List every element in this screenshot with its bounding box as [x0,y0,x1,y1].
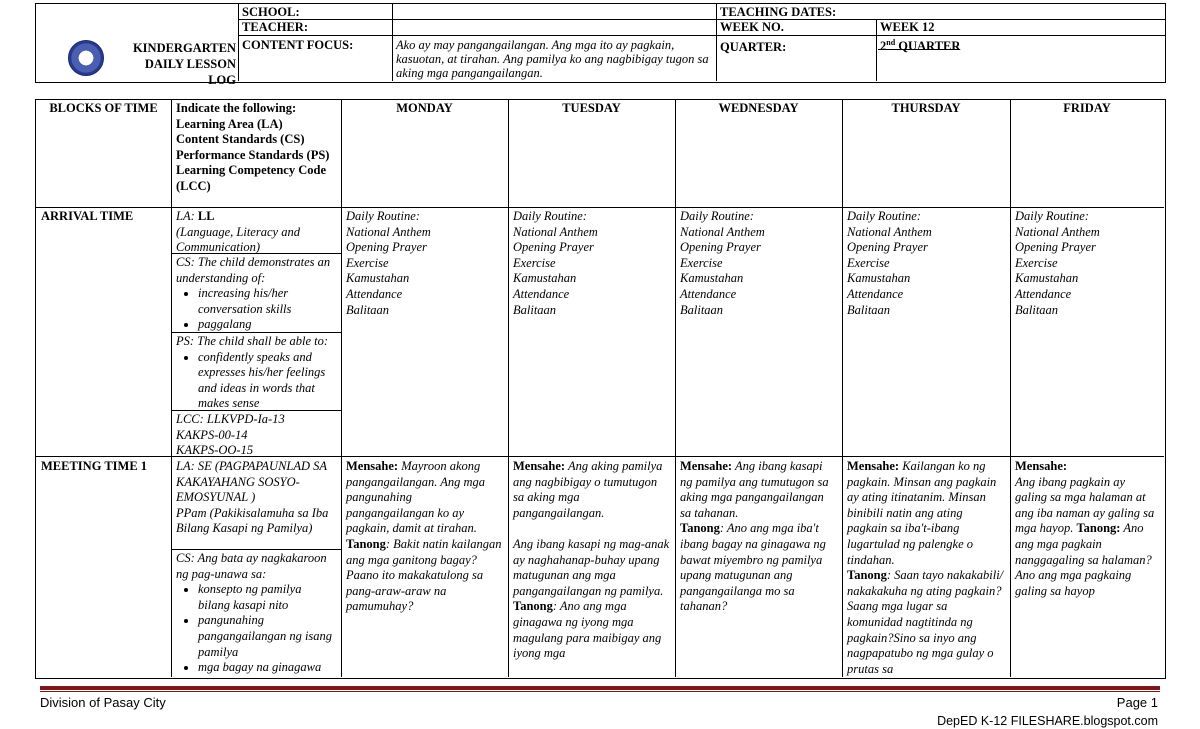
list-item: • pangunahing pangangailangan ng isang pamilya [198,613,336,660]
content-focus-value: Ako ay may pangangailangan. Ang mga ito ay pagkain, kasuotan, at tirahan. Ang pamilya ko ang nagbibigay tugon sa aking mga pangangailangan. [396,38,709,80]
list-item: • mga bagay na ginagawa [198,660,336,676]
col-tuesday: TUESDAY [562,101,621,115]
footer-rule [40,686,1160,690]
tuesday-meeting: Mensahe: Ang aking pamilya ang nagbibigay o tumutugon sa aking mga pangangailangan. Ang ibang kasapi ng mag-anak ay naghahanap-buhay upang matugunan ang mga pangangailangan ng pamilya. Tanong: Ano ang mga ginagawa ng iyong mga magulang para maibigay ang iyong mga [513,459,670,661]
friday-meeting: Mensahe: Ang ibang pagkain ay galing sa mga halaman at ang iba naman ay galing sa mga hayop. Tanong: Ano ang mga pagkain nanggagaling sa halaman? Ano ang mga pagkaing galing sa hayop [1015,459,1155,598]
arrival-lcc: LCC: LLKVPD-Ia-13 KAKPS-00-14 KAKPS-OO-15 [176,412,285,458]
wednesday-routine: Daily Routine: National Anthem Opening Prayer Exercise Kamustahan Attendance Balitaan [680,209,765,317]
teacher-label: TEACHER: [242,20,308,34]
block-meeting-time: MEETING TIME 1 [41,459,148,473]
log-title [116,40,238,88]
quarter-underline [878,49,960,50]
col-thursday: THURSDAY [891,101,961,115]
list-item: • increasing his/her conversation skills [198,286,336,317]
title-line1: KINDERGARTEN [132,41,236,55]
quarter-value: 2nd QUARTER [880,38,961,54]
col-monday: MONDAY [396,101,453,115]
title-line2: DAILY LESSON LOG [144,57,236,87]
footer-division: Division of Pasay City [40,695,166,710]
footer-page: Page 1 [1116,695,1158,710]
divider [238,35,716,36]
monday-routine: Daily Routine: National Anthem Opening Prayer Exercise Kamustahan Attendance Balitaan [346,209,431,317]
block-arrival-time: ARRIVAL TIME [41,209,134,223]
week-no-label: WEEK NO. [720,20,784,34]
tuesday-routine: Daily Routine: National Anthem Opening Prayer Exercise Kamustahan Attendance Balitaan [513,209,598,317]
friday-routine: Daily Routine: National Anthem Opening Prayer Exercise Kamustahan Attendance Balitaan [1015,209,1100,317]
deped-seal-icon [68,40,104,76]
col-blocks-of-time: BLOCKS OF TIME [49,101,158,115]
arrival-cs: CS: The child demonstrates an understanding of: • increasing his/her conversation skills • paggalang [171,254,341,334]
lesson-table [35,99,1166,679]
school-label: SCHOOL: [242,5,300,19]
thursday-routine: Daily Routine: National Anthem Opening Prayer Exercise Kamustahan Attendance Balitaan [847,209,932,317]
thursday-meeting: Mensahe: Kailangan ko ng pagkain. Minsan ang pagkain ay ating itinatanim. Minsan binibili natin ang ating pagkain sa iba't-ibang lugartulad ng palengke o tindahan. Tanong: Saan tayo nakakabili/ nakakakuha ng ating pagkain? Saang mga lugar sa komunidad nagtitinda ng pagkain?Sino sa inyo ang nagpapatubo ng mga gulay o prutas sa [847,459,1004,676]
list-item: • paggalang [198,317,336,333]
quarter-label: QUARTER: [720,40,787,54]
footer-credit: DepED K-12 FILESHARE.blogspot.com [937,714,1158,728]
arrival-ps: PS: The child shall be able to: • confidently speaks and expresses his/her feelings and ideas in words that makes sense [171,333,341,413]
week-no-value: WEEK 12 [880,20,935,34]
arrival-la: LA: LL (Language, Literacy and Communication) [176,209,300,255]
monday-meeting: Mensahe: Mayroon akong pangangailangan. Ang mga pangunahing pangangailangan ko ay pagkain, damit at tirahan. Tanong: Bakit natin kailangan ang mga ganitong bagay? Paano ito makakatulong sa pang-araw-araw na pamumuhay? [346,459,502,614]
col-friday: FRIDAY [1063,101,1111,115]
col-indicate: Indicate the following: Learning Area (LA) Content Standards (CS) Performance Standards (PS) Learning Competency Code (LCC) [176,101,330,193]
content-focus-label: CONTENT FOCUS: [242,38,354,52]
footer-rule [40,691,1160,692]
teaching-dates-label: TEACHING DATES: [720,5,837,19]
list-item: • konsepto ng pamilya bilang kasapi nito [198,582,336,613]
meeting-cs: CS: Ang bata ay nagkakaroon ng pag-unawa sa: • konsepto ng pamilya bilang kasapi nito • pangunahing pangangailangan ng isang pamilya • mga bagay na ginagawa [171,550,341,676]
header-box [35,3,1166,87]
list-item: • confidently speaks and expresses his/her feelings and ideas in words that makes sense [198,350,336,412]
wednesday-meeting: Mensahe: Ang ibang kasapi ng pamilya ang tumutugon sa aking mga pangangailangan sa tahanan. Tanong: Ano ang mga iba't ibang bagay na ginagawa ng bawat miyembro ng pamilya upang matugunan ang pangangailanga mo sa tahanan? [680,459,829,614]
meeting-la: LA: SE (PAGPAPAUNLAD SA KAKAYAHANG SOSYO-EMOSYUNAL ) PPam (Pakikisalamuha sa Iba Bilang Kasapi ng Pamilya) [176,459,329,536]
col-wednesday: WEDNESDAY [718,101,799,115]
